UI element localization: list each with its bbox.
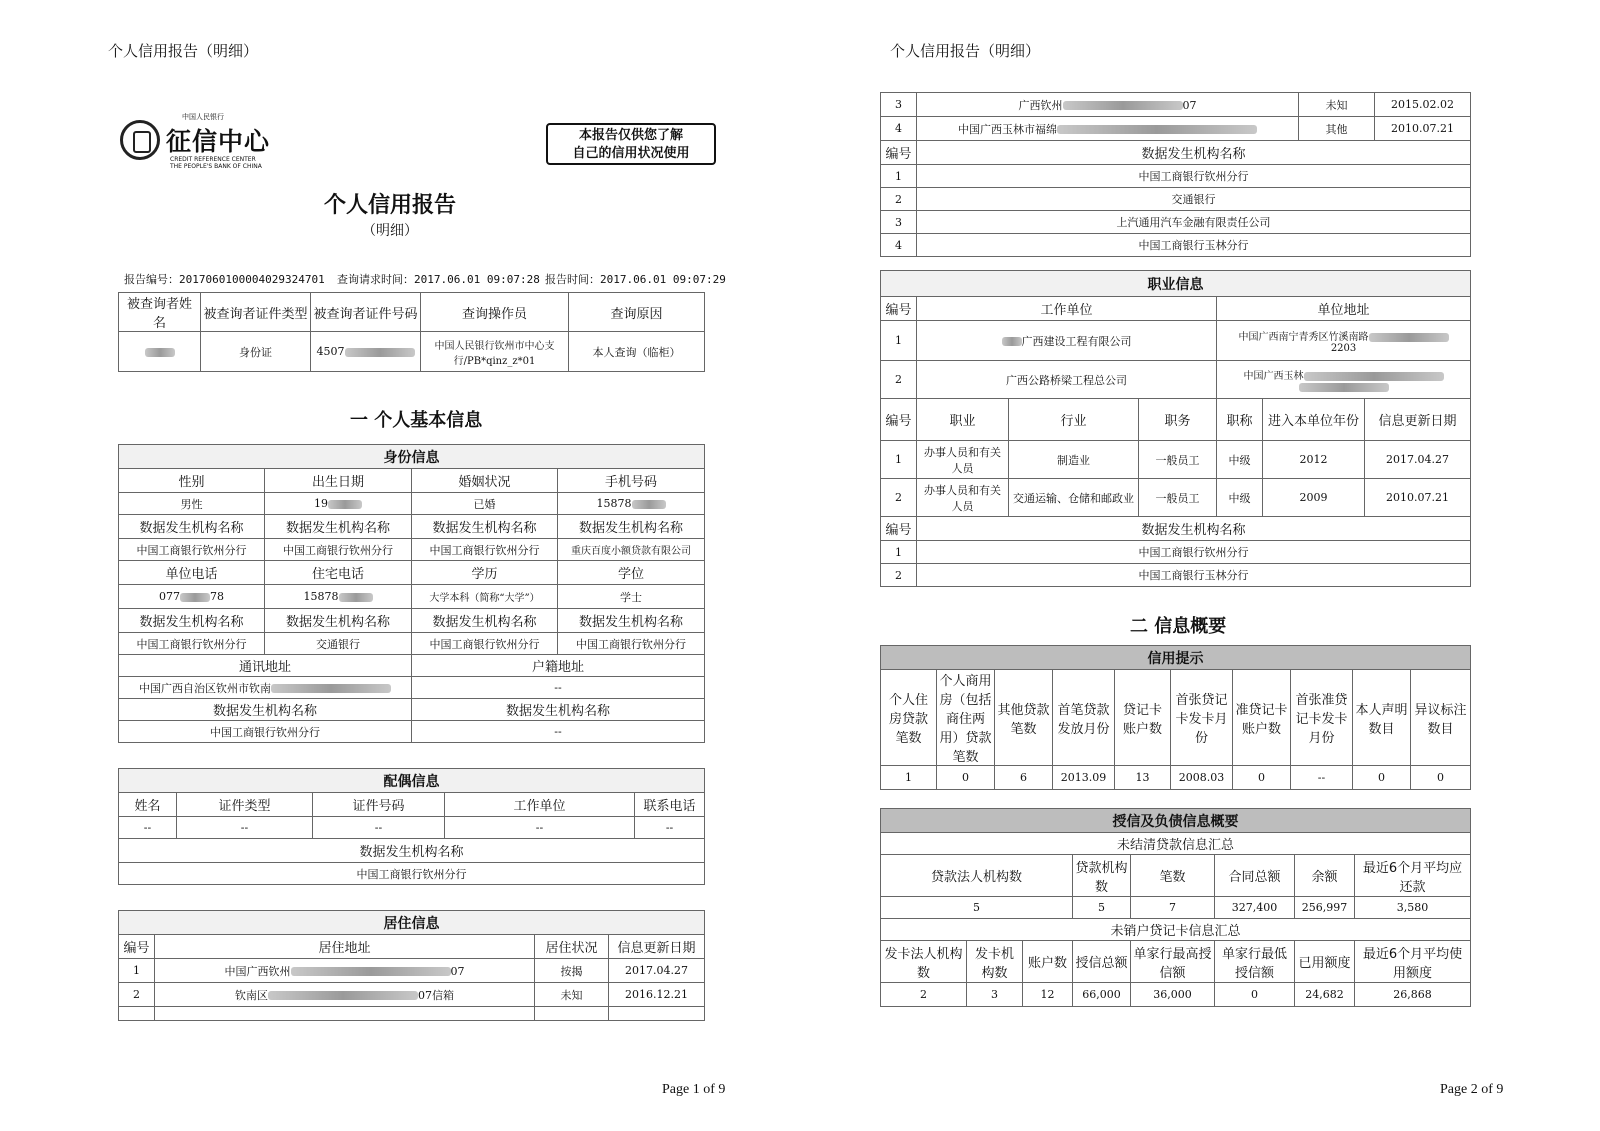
card-value: 66,000 <box>1073 983 1131 1007</box>
identity-title: 身份信息 <box>119 445 705 469</box>
tips-header: 准贷记卡账户数 <box>1233 670 1291 766</box>
row-no: 1 <box>119 959 155 983</box>
card-header: 发卡机构数 <box>967 941 1023 983</box>
spouse-org-header: 数据发生机构名称 <box>119 839 705 863</box>
residence-header: 居住地址 <box>155 935 535 959</box>
org-header: 数据发生机构名称 <box>917 141 1471 165</box>
job-header: 单位地址 <box>1217 297 1471 321</box>
query-reason: 本人查询（临柜） <box>569 332 705 372</box>
tips-value: 13 <box>1115 766 1171 790</box>
org-value: 交通银行 <box>265 633 412 655</box>
card-value: 12 <box>1023 983 1073 1007</box>
report-time: 报告时间：2017.06.01 09:07:29 <box>545 273 726 286</box>
org-value: 中国工商银行钦州分行 <box>412 633 558 655</box>
org-value: 中国工商银行钦州分行 <box>265 539 412 561</box>
job-header: 信息更新日期 <box>1365 399 1471 441</box>
home-phone: 15878 <box>265 585 412 609</box>
loan-summary-title: 未结清贷款信息汇总 <box>881 833 1471 855</box>
work-phone: 077 78 <box>119 585 265 609</box>
identity-header: 数据发生机构名称 <box>119 699 412 721</box>
job-header: 工作单位 <box>917 297 1217 321</box>
stamp-line-2: 自己的信用状况使用 <box>572 146 690 161</box>
industry: 交通运输、仓储和邮政业 <box>1009 479 1139 517</box>
tips-header: 贷记卡账户数 <box>1115 670 1171 766</box>
employer: 广西公路桥梁工程总公司 <box>917 361 1217 399</box>
spouse-value: -- <box>177 817 313 839</box>
card-value: 2 <box>881 983 967 1007</box>
job-header: 职称 <box>1217 399 1263 441</box>
table-row <box>119 983 705 1007</box>
running-head: 个人信用报告（明细） <box>890 42 1041 60</box>
logo-top-text: 中国人民银行 <box>182 113 224 121</box>
residence-title: 居住信息 <box>119 911 705 935</box>
employer-address: 中国广西南宁青秀区竹溪南路 2203 <box>1217 321 1471 361</box>
id-type: 身份证 <box>201 332 311 372</box>
org-value: 重庆百度小额贷款有限公司 <box>558 539 705 561</box>
identity-header: 通讯地址 <box>119 655 412 677</box>
loan-value: 5 <box>1073 897 1131 919</box>
org-value: 中国工商银行钦州分行 <box>412 539 558 561</box>
residence-header: 信息更新日期 <box>609 935 705 959</box>
tips-header: 异议标注数目 <box>1411 670 1471 766</box>
residence-address: 钦南区 07信箱 <box>155 983 535 1007</box>
report-subtitle: （明细） <box>362 223 418 239</box>
identity-header: 户籍地址 <box>412 655 705 677</box>
identity-header: 数据发生机构名称 <box>558 515 705 539</box>
request-time: 查询请求时间：2017.06.01 09:07:28 <box>337 273 540 286</box>
card-header: 最近6个月平均使用额度 <box>1355 941 1471 983</box>
page-number: Page 1 of 9 <box>662 1082 726 1097</box>
identity-header: 数据发生机构名称 <box>558 609 705 633</box>
row-no: 4 <box>881 234 917 257</box>
logo-english-2: THE PEOPLE'S BANK OF CHINA <box>170 163 262 170</box>
identity-header: 数据发生机构名称 <box>265 515 412 539</box>
household-address: -- <box>412 677 705 699</box>
queried-name-redacted <box>119 332 201 372</box>
update-date: 2016.12.21 <box>609 983 705 1007</box>
employer: 广西建设工程有限公司 <box>917 321 1217 361</box>
spouse-table <box>118 768 705 885</box>
card-value: 26,868 <box>1355 983 1471 1007</box>
industry: 制造业 <box>1009 441 1139 479</box>
spouse-header: 姓名 <box>119 793 177 817</box>
spouse-header: 证件类型 <box>177 793 313 817</box>
loan-header: 最近6个月平均应还款 <box>1355 855 1471 897</box>
logo-name: 征信中心 <box>166 127 271 156</box>
card-header: 账户数 <box>1023 941 1073 983</box>
identity-header: 婚姻状况 <box>412 469 558 493</box>
card-header: 授信总额 <box>1073 941 1131 983</box>
loan-value: 3,580 <box>1355 897 1471 919</box>
report-number: 报告编号：2017060100004029324701 <box>124 273 325 286</box>
spouse-value: -- <box>119 817 177 839</box>
tips-header: 首张准贷记卡发卡月份 <box>1291 670 1353 766</box>
loan-header: 合同总额 <box>1215 855 1295 897</box>
org-value: 中国工商银行钦州分行 <box>917 165 1471 188</box>
spouse-header: 证件号码 <box>313 793 445 817</box>
residence-status: 其他 <box>1299 117 1375 141</box>
position: 一般员工 <box>1139 441 1217 479</box>
job-header: 编号 <box>881 399 917 441</box>
org-value: 中国工商银行钦州分行 <box>558 633 705 655</box>
tips-header: 首笔贷款发放月份 <box>1053 670 1115 766</box>
tips-value: 0 <box>1233 766 1291 790</box>
tips-value: 2013.09 <box>1053 766 1115 790</box>
card-header: 单家行最高授信额 <box>1131 941 1215 983</box>
occupation: 办事人员和有关人员 <box>917 479 1009 517</box>
residence-address: 广西钦州 07 <box>917 93 1299 117</box>
credit-summary-table <box>880 808 1471 1007</box>
identity-header: 学位 <box>558 561 705 585</box>
tips-value: 6 <box>995 766 1053 790</box>
spouse-value: -- <box>313 817 445 839</box>
loan-header: 笔数 <box>1131 855 1215 897</box>
identity-header: 单位电话 <box>119 561 265 585</box>
credit-summary-title: 授信及负债信息概要 <box>881 809 1471 833</box>
logo-english-1: CREDIT REFERENCE CENTER <box>170 156 256 163</box>
marital-status: 已婚 <box>412 493 558 515</box>
position: 一般员工 <box>1139 479 1217 517</box>
tips-value: 0 <box>937 766 995 790</box>
table-row <box>119 959 705 983</box>
tips-value: 1 <box>881 766 937 790</box>
query-header: 查询操作员 <box>421 293 569 332</box>
loan-value: 327,400 <box>1215 897 1295 919</box>
org-value: 中国工商银行钦州分行 <box>119 633 265 655</box>
report-page-2 <box>780 0 1600 1131</box>
loan-header: 贷款机构数 <box>1073 855 1131 897</box>
identity-header: 出生日期 <box>265 469 412 493</box>
job-title: 职业信息 <box>881 271 1471 297</box>
query-header: 被查询者证件号码 <box>311 293 421 332</box>
tips-header: 个人商用房（包括商住两用）贷款笔数 <box>937 670 995 766</box>
report-page-1 <box>0 0 780 1131</box>
tips-header: 个人住房贷款笔数 <box>881 670 937 766</box>
spouse-value: -- <box>445 817 635 839</box>
section-2-title: 二 信息概要 <box>1130 616 1227 637</box>
table-row <box>881 234 1471 257</box>
org-value: 中国工商银行钦州分行 <box>119 721 412 743</box>
update-date: 2010.07.21 <box>1365 479 1471 517</box>
table-row <box>881 361 1471 399</box>
identity-header: 学历 <box>412 561 558 585</box>
residence-address: 中国广西钦州 07 <box>155 959 535 983</box>
loan-header: 余额 <box>1295 855 1355 897</box>
query-table <box>118 292 705 372</box>
identity-header: 住宅电话 <box>265 561 412 585</box>
card-header: 发卡法人机构数 <box>881 941 967 983</box>
residence-header: 居住状况 <box>535 935 609 959</box>
org-header: 编号 <box>881 517 917 541</box>
update-date: 2010.07.21 <box>1375 117 1471 141</box>
card-value: 3 <box>967 983 1023 1007</box>
loan-value: 256,997 <box>1295 897 1355 919</box>
mailing-address: 中国广西自治区钦州市钦南 <box>119 677 412 699</box>
org-value: -- <box>412 721 705 743</box>
org-value: 中国工商银行钦州分行 <box>917 541 1471 564</box>
row-no: 3 <box>881 93 917 117</box>
residence-status: 未知 <box>535 983 609 1007</box>
education: 大学本科（简称“大学”） <box>412 585 558 609</box>
update-date: 2015.02.02 <box>1375 93 1471 117</box>
org-value: 中国工商银行玉林分行 <box>917 234 1471 257</box>
update-date: 2017.04.27 <box>1365 441 1471 479</box>
card-value: 36,000 <box>1131 983 1215 1007</box>
update-date: 2017.04.27 <box>609 959 705 983</box>
query-operator: 中国人民银行钦州市中心支行/PB*qinz_z*01 <box>421 332 569 372</box>
identity-header: 性别 <box>119 469 265 493</box>
residence-continued-table <box>880 92 1471 257</box>
title-grade: 中级 <box>1217 479 1263 517</box>
report-title: 个人信用报告 <box>323 193 456 218</box>
row-no: 1 <box>881 441 917 479</box>
employer-address: 中国广西玉林 <box>1217 361 1471 399</box>
query-header: 被查询者姓名 <box>119 293 201 332</box>
org-value: 交通银行 <box>917 188 1471 211</box>
join-year: 2009 <box>1263 479 1365 517</box>
title-grade: 中级 <box>1217 441 1263 479</box>
query-header: 查询原因 <box>569 293 705 332</box>
table-row <box>881 441 1471 479</box>
tips-value: 0 <box>1411 766 1471 790</box>
tips-value: -- <box>1291 766 1353 790</box>
row-no: 4 <box>881 117 917 141</box>
table-row <box>881 117 1471 141</box>
loan-header: 贷款法人机构数 <box>881 855 1073 897</box>
org-value: 中国工商银行钦州分行 <box>119 539 265 561</box>
row-no: 1 <box>881 165 917 188</box>
card-header: 已用额度 <box>1295 941 1355 983</box>
spouse-title: 配偶信息 <box>119 769 705 793</box>
occupation: 办事人员和有关人员 <box>917 441 1009 479</box>
loan-value: 7 <box>1131 897 1215 919</box>
loan-value: 5 <box>881 897 1073 919</box>
row-no: 2 <box>881 564 917 587</box>
table-row <box>881 188 1471 211</box>
job-header: 职业 <box>917 399 1009 441</box>
tips-header: 首张贷记卡发卡月份 <box>1171 670 1233 766</box>
identity-header: 数据发生机构名称 <box>412 515 558 539</box>
table-row <box>881 165 1471 188</box>
card-header: 单家行最低授信额 <box>1215 941 1295 983</box>
usage-stamp <box>546 123 716 165</box>
row-no: 2 <box>881 188 917 211</box>
spouse-header: 联系电话 <box>635 793 705 817</box>
card-summary-title: 未销户贷记卡信息汇总 <box>881 919 1471 941</box>
org-value: 上汽通用汽车金融有限责任公司 <box>917 211 1471 234</box>
identity-header: 数据发生机构名称 <box>119 515 265 539</box>
job-header: 编号 <box>881 297 917 321</box>
table-row <box>881 479 1471 517</box>
running-head: 个人信用报告（明细） <box>108 42 259 60</box>
query-header: 被查询者证件类型 <box>201 293 311 332</box>
identity-header: 数据发生机构名称 <box>412 699 705 721</box>
join-year: 2012 <box>1263 441 1365 479</box>
card-value: 24,682 <box>1295 983 1355 1007</box>
credit-tips-table <box>880 645 1471 790</box>
tips-header: 本人声明数目 <box>1353 670 1411 766</box>
tips-value: 0 <box>1353 766 1411 790</box>
residence-table <box>118 910 705 1021</box>
credit-center-logo <box>120 112 280 172</box>
org-value: 中国工商银行玉林分行 <box>917 564 1471 587</box>
table-row <box>881 541 1471 564</box>
spouse-header: 工作单位 <box>445 793 635 817</box>
identity-header: 手机号码 <box>558 469 705 493</box>
card-value: 0 <box>1215 983 1295 1007</box>
stamp-line-1: 本报告仅供您了解 <box>578 128 683 143</box>
identity-header: 数据发生机构名称 <box>265 609 412 633</box>
row-no: 1 <box>881 321 917 361</box>
identity-table <box>118 444 705 743</box>
org-header: 数据发生机构名称 <box>917 517 1471 541</box>
tips-header: 其他贷款笔数 <box>995 670 1053 766</box>
page-number: Page 2 of 9 <box>1440 1082 1504 1097</box>
gender: 男性 <box>119 493 265 515</box>
mobile: 15878 <box>558 493 705 515</box>
row-no: 1 <box>881 541 917 564</box>
job-table <box>880 270 1471 587</box>
tips-value: 2008.03 <box>1171 766 1233 790</box>
table-row <box>881 211 1471 234</box>
job-header: 进入本单位年份 <box>1263 399 1365 441</box>
section-1-title: 一 个人基本信息 <box>350 410 483 431</box>
residence-status: 未知 <box>1299 93 1375 117</box>
table-row <box>881 321 1471 361</box>
table-row <box>881 564 1471 587</box>
spouse-org-value: 中国工商银行钦州分行 <box>119 863 705 885</box>
residence-address: 中国广西玉林市福绵 <box>917 117 1299 141</box>
org-header: 编号 <box>881 141 917 165</box>
spouse-value: -- <box>635 817 705 839</box>
row-no: 2 <box>119 983 155 1007</box>
birth-date: 19 <box>265 493 412 515</box>
residence-header: 编号 <box>119 935 155 959</box>
job-header: 行业 <box>1009 399 1139 441</box>
degree: 学士 <box>558 585 705 609</box>
row-no: 3 <box>881 211 917 234</box>
row-no: 2 <box>881 361 917 399</box>
row-no: 2 <box>881 479 917 517</box>
job-header: 职务 <box>1139 399 1217 441</box>
id-number: 4507 <box>311 332 421 372</box>
residence-status: 按揭 <box>535 959 609 983</box>
identity-header: 数据发生机构名称 <box>119 609 265 633</box>
identity-header: 数据发生机构名称 <box>412 609 558 633</box>
table-row <box>881 93 1471 117</box>
credit-tips-title: 信用提示 <box>881 646 1471 670</box>
logo-emblem-icon <box>120 120 160 160</box>
